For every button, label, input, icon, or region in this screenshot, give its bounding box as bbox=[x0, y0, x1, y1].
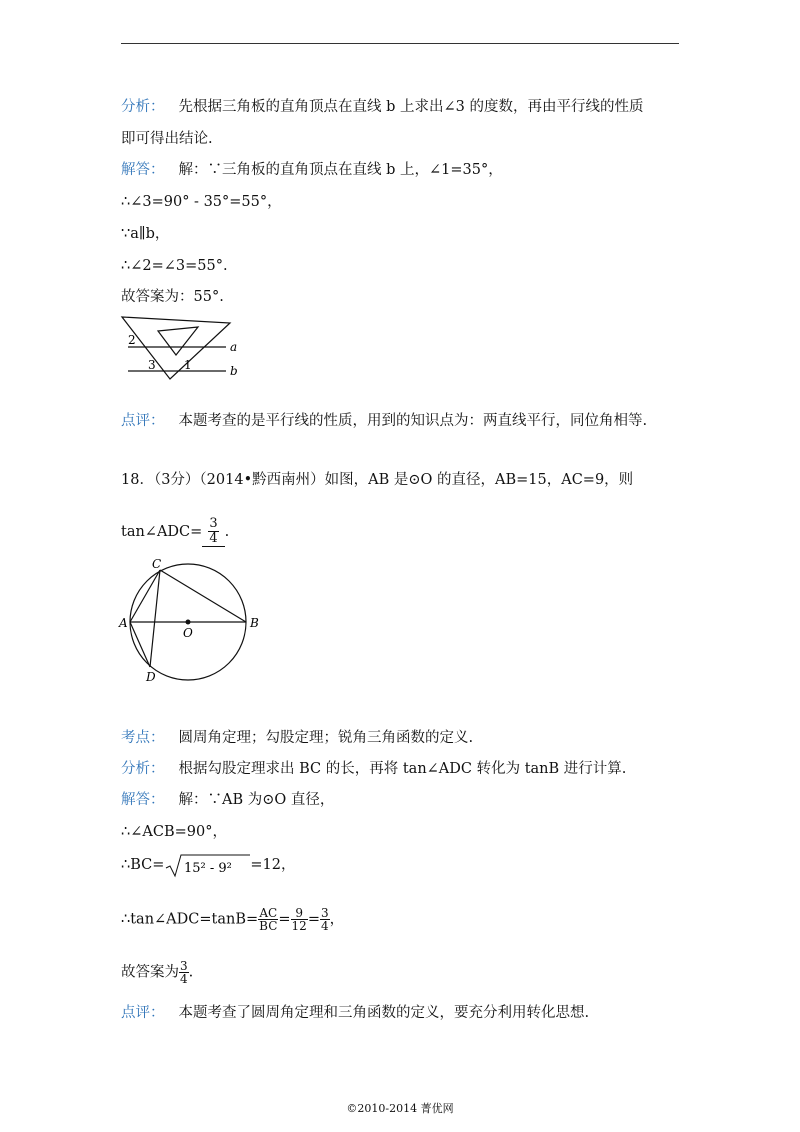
triangle-ruler-inner bbox=[158, 327, 198, 355]
analysis2-text: 根据勾股定理求出 BC 的长，再将 tan∠ADC 转化为 tanB 进行计算. bbox=[178, 761, 627, 777]
kaodian-line bbox=[121, 728, 473, 748]
solution2-label: 解答： bbox=[121, 792, 165, 808]
solution-line-3: ∵a∥b， bbox=[121, 226, 170, 242]
fraction-denominator: 4 bbox=[209, 531, 218, 546]
tan-prefix: ∴tan∠ADC=tanB= bbox=[121, 911, 259, 928]
sqrt-sign bbox=[164, 852, 250, 878]
sqrt-body: 15² - 9² bbox=[184, 861, 233, 876]
comma: ， bbox=[329, 911, 345, 928]
tan-adc-text: tan∠ADC= bbox=[121, 524, 203, 540]
analysis2-line bbox=[121, 759, 626, 779]
header-rule bbox=[121, 43, 679, 44]
fraction-numerator: 3 bbox=[180, 959, 188, 973]
solution2-line-1 bbox=[121, 790, 334, 810]
point-b-label: B bbox=[250, 616, 259, 630]
fraction-9-12 bbox=[291, 907, 308, 932]
solution2-line-3 bbox=[121, 852, 296, 878]
footer-copyright: ©2010-2014 菁优网 bbox=[346, 1102, 454, 1115]
question-18-answer-line bbox=[121, 517, 229, 547]
analysis2-label: 分析： bbox=[121, 761, 165, 777]
analysis-text-cont: 即可得出结论. bbox=[121, 131, 213, 147]
question-18-header: 18．（3分）（2014•黔西南州）如图，AB 是⊙O 的直径，AB=15，AC=9，则 bbox=[121, 472, 634, 488]
answer-fraction-3-4 bbox=[179, 960, 189, 985]
point-c-label: C bbox=[152, 557, 162, 571]
comment2-text: 本题考查了圆周角定理和三角函数的定义，要充分利用转化思想. bbox=[178, 1005, 590, 1021]
solution-line-2: ∴∠3=90° - 35°=55°， bbox=[121, 194, 282, 210]
bc-suffix: =12， bbox=[250, 857, 296, 873]
solution2-line-4 bbox=[121, 907, 344, 932]
fraction-denominator: 4 bbox=[180, 972, 188, 986]
solution-line-4: ∴∠2=∠3=55°. bbox=[121, 258, 228, 274]
triangle-ruler-outer bbox=[122, 317, 230, 379]
period: . bbox=[224, 524, 230, 540]
fraction-ac-bc bbox=[258, 907, 278, 932]
circle-figure bbox=[118, 555, 268, 685]
analysis-line-1 bbox=[121, 97, 643, 117]
equals-sign: = bbox=[307, 911, 320, 928]
segment-cb bbox=[160, 570, 246, 622]
comment-label: 点评： bbox=[121, 413, 165, 429]
period: . bbox=[188, 964, 194, 981]
angle-2-label: 2 bbox=[128, 333, 136, 347]
answer-fraction bbox=[208, 517, 218, 546]
sqrt-expression bbox=[164, 852, 250, 878]
angle-1-label: 1 bbox=[184, 358, 192, 372]
analysis-line-2 bbox=[121, 129, 213, 149]
solution-line-1 bbox=[121, 160, 503, 180]
answer-prefix: 故答案为 bbox=[121, 964, 179, 981]
fraction-numerator: 9 bbox=[291, 907, 308, 920]
kaodian-text: 圆周角定理；勾股定理；锐角三角函数的定义. bbox=[178, 730, 474, 746]
segment-ad bbox=[130, 622, 150, 667]
comment2-line bbox=[121, 1003, 589, 1023]
fraction-denominator: BC bbox=[259, 919, 278, 933]
answer-blank bbox=[202, 517, 224, 547]
fraction-numerator: 3 bbox=[209, 516, 218, 531]
line-b-label: b bbox=[230, 364, 238, 378]
bc-prefix: ∴BC= bbox=[121, 857, 165, 873]
point-a-label: A bbox=[119, 616, 128, 630]
fraction-numerator: 3 bbox=[320, 906, 329, 920]
solution2-line-2: ∴∠ACB=90°， bbox=[121, 824, 227, 840]
solution-label: 解答： bbox=[121, 162, 165, 178]
solution-text: 解：∵三角板的直角顶点在直线 b 上，∠1=35°， bbox=[178, 162, 503, 178]
angle-3-label: 3 bbox=[148, 358, 156, 372]
fraction-denominator: 4 bbox=[320, 919, 329, 933]
point-d-label: D bbox=[146, 670, 156, 684]
solution2-text: 解：∵AB 为⊙O 直径， bbox=[178, 792, 335, 808]
parallel-lines-figure bbox=[118, 313, 258, 383]
comment2-label: 点评： bbox=[121, 1005, 165, 1021]
analysis-label: 分析： bbox=[121, 99, 165, 115]
kaodian-label: 考点： bbox=[121, 730, 165, 746]
line-a-label: a bbox=[230, 340, 238, 354]
solution-line-5: 故答案为：55°. bbox=[121, 289, 224, 305]
comment-line bbox=[121, 411, 647, 431]
fraction-3-4 bbox=[320, 907, 330, 932]
equals-sign: = bbox=[278, 911, 291, 928]
solution2-line-5 bbox=[121, 960, 193, 985]
fraction-denominator: 12 bbox=[291, 919, 307, 933]
analysis-text: 先根据三角板的直角顶点在直线 b 上求出∠3 的度数，再由平行线的性质 bbox=[178, 99, 644, 115]
fraction-numerator: AC bbox=[259, 906, 278, 920]
point-o-label: O bbox=[183, 626, 193, 640]
center-point bbox=[186, 620, 191, 625]
comment-text: 本题考查的是平行线的性质，用到的知识点为：两直线平行，同位角相等. bbox=[178, 413, 648, 429]
